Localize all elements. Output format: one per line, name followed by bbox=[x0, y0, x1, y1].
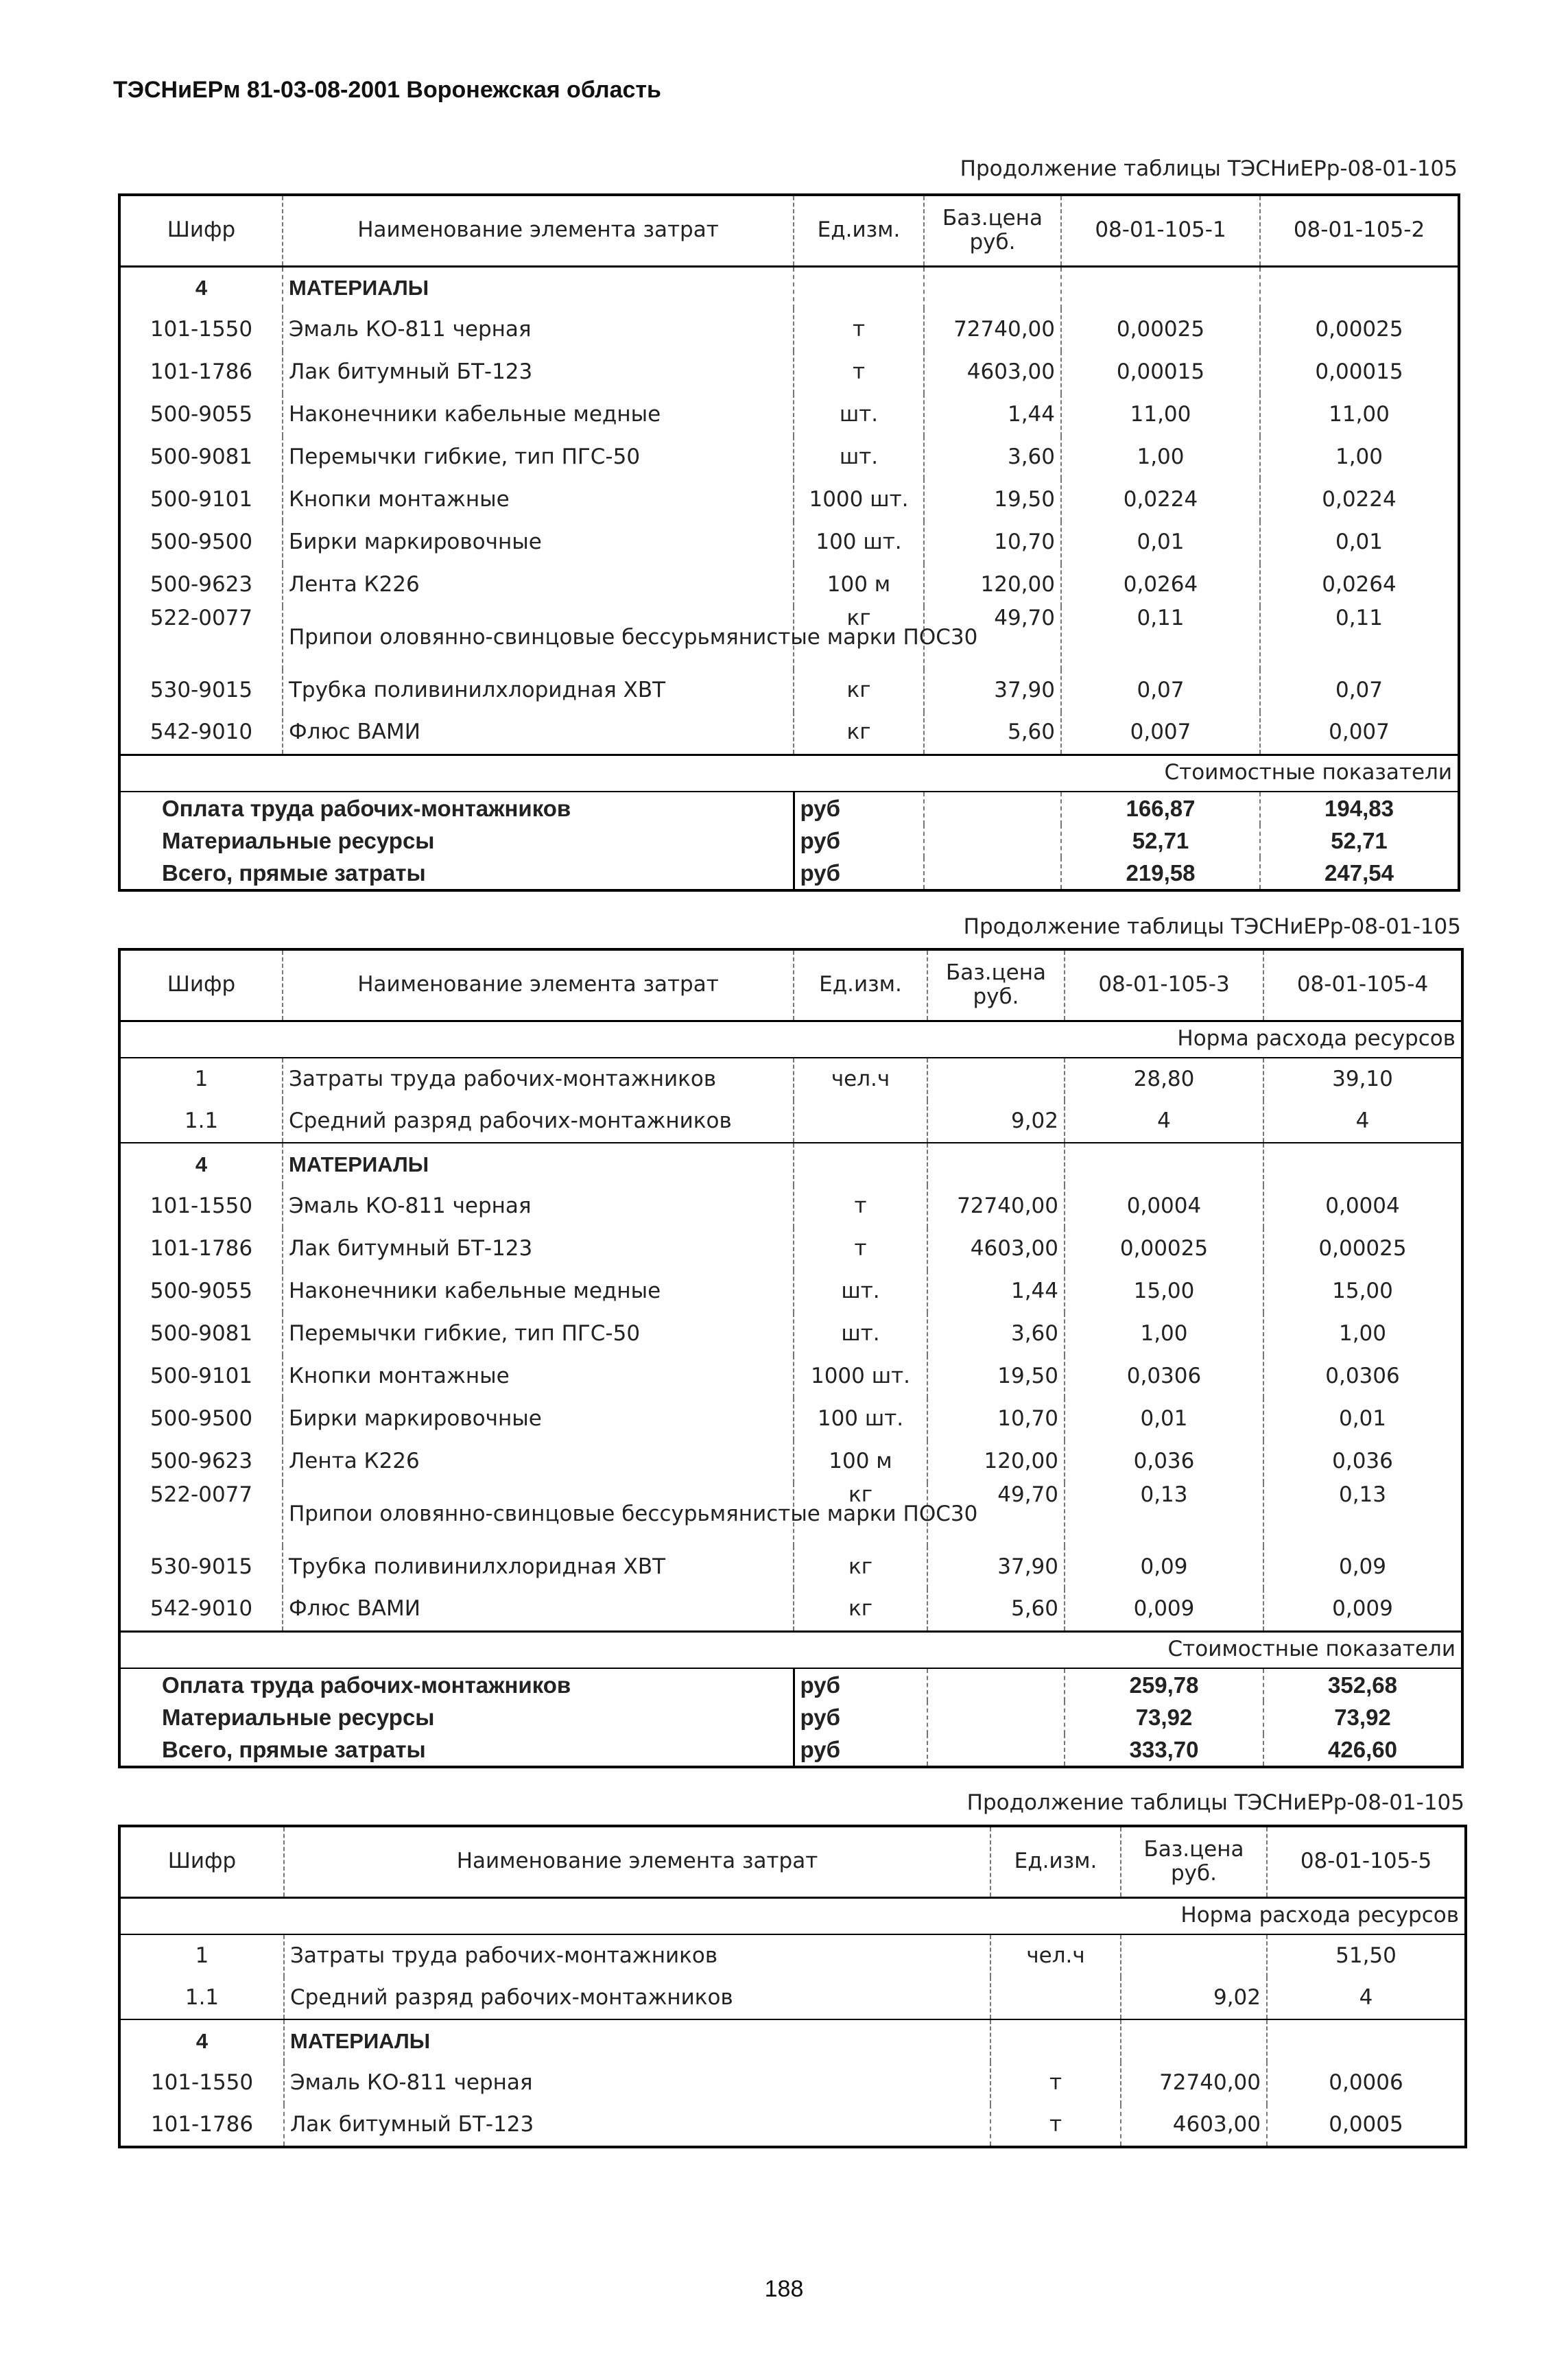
summary-row bbox=[119, 825, 1459, 857]
summary-row bbox=[119, 1701, 1462, 1734]
row-value: 0,01 bbox=[1263, 1398, 1462, 1440]
row-code: 500-9081 bbox=[150, 1321, 253, 1347]
row-value: 0,007 bbox=[1260, 712, 1459, 755]
row-value: 0,0264 bbox=[1061, 564, 1260, 606]
row-value: 0,009 bbox=[1065, 1589, 1263, 1631]
band-norm: Норма расхода ресурсов bbox=[119, 1021, 1462, 1058]
row-value: 0,00015 bbox=[1260, 351, 1459, 394]
table-row bbox=[119, 351, 1459, 394]
row-code: 500-9055 bbox=[150, 402, 253, 427]
col-price: Баз.цена руб. bbox=[1121, 1826, 1267, 1897]
col-code: Шифр bbox=[119, 1826, 284, 1897]
summary-row bbox=[119, 1668, 1462, 1701]
row-price bbox=[927, 1058, 1065, 1100]
row-name: Средний разряд рабочих-монтажников bbox=[284, 1977, 990, 2019]
row-value: 0,036 bbox=[1263, 1440, 1462, 1483]
page-header: ТЭСНиЕРм 81-03-08-2001 Воронежская область bbox=[113, 77, 661, 103]
row-price: 5,60 bbox=[924, 712, 1061, 755]
row-value: 11,00 bbox=[1061, 394, 1260, 436]
table-row bbox=[119, 1589, 1462, 1631]
row-name: Эмаль КО-811 черная bbox=[283, 309, 794, 351]
row-unit: кг bbox=[794, 606, 924, 669]
col-code: Шифр bbox=[119, 195, 283, 266]
table2-continuation: Продолжение таблицы ТЭСНиЕРр-08-01-105 bbox=[963, 914, 1461, 939]
summary-label: Всего, прямые затраты bbox=[162, 860, 426, 886]
summary-unit: руб bbox=[794, 1734, 927, 1767]
row-code: 522-0077 bbox=[150, 1482, 253, 1507]
row-code: 500-9081 bbox=[150, 444, 253, 470]
row-name: Припои оловянно-свинцовые бессурьмянистые марки ПОС30 bbox=[283, 606, 794, 669]
col-unit: Ед.изм. bbox=[990, 1826, 1121, 1897]
row-value: 0,0224 bbox=[1260, 479, 1459, 521]
row-value: 11,00 bbox=[1260, 394, 1459, 436]
row-name: Флюс ВАМИ bbox=[283, 712, 794, 755]
col-price: Баз.цена руб. bbox=[924, 195, 1061, 266]
row-unit: шт. bbox=[794, 394, 924, 436]
row-name: Кнопки монтажные bbox=[283, 479, 794, 521]
table-row bbox=[119, 1313, 1462, 1355]
row-unit: т bbox=[794, 1185, 927, 1228]
row-unit: 1000 шт. bbox=[794, 1355, 927, 1398]
row-value: 0,009 bbox=[1263, 1589, 1462, 1631]
row-name: Средний разряд рабочих-монтажников bbox=[283, 1100, 794, 1143]
row-price: 72740,00 bbox=[924, 309, 1061, 351]
section-code: 4 bbox=[195, 1152, 208, 1176]
row-name: Бирки маркировочные bbox=[283, 1398, 794, 1440]
summary-empty bbox=[924, 857, 1061, 890]
table1 bbox=[118, 193, 1460, 892]
row-unit: шт. bbox=[794, 436, 924, 479]
row-code: 1.1 bbox=[119, 1977, 284, 2019]
row-price: 9,02 bbox=[927, 1100, 1065, 1143]
row-name: Лак битумный БТ-123 bbox=[283, 1228, 794, 1270]
row-value: 1,00 bbox=[1065, 1313, 1263, 1355]
row-name: Кнопки монтажные bbox=[283, 1355, 794, 1398]
table-row bbox=[119, 436, 1459, 479]
row-value: 1,00 bbox=[1260, 436, 1459, 479]
summary-value: 73,92 bbox=[1263, 1701, 1462, 1734]
row-name: Лента К226 bbox=[283, 564, 794, 606]
table-row bbox=[119, 1355, 1462, 1398]
row-name: Наконечники кабельные медные bbox=[283, 394, 794, 436]
table-row bbox=[119, 1398, 1462, 1440]
row-unit: 100 шт. bbox=[794, 521, 924, 564]
row-price: 37,90 bbox=[924, 669, 1061, 712]
summary-value: 247,54 bbox=[1260, 857, 1459, 890]
summary-label: Материальные ресурсы bbox=[162, 1705, 435, 1731]
row-price: 19,50 bbox=[924, 479, 1061, 521]
row-unit: кг bbox=[794, 1589, 927, 1631]
row-unit: кг bbox=[794, 1546, 927, 1589]
row-price: 49,70 bbox=[927, 1483, 1065, 1546]
summary-row bbox=[119, 857, 1459, 890]
row-value: 0,00015 bbox=[1061, 351, 1260, 394]
row-code: 530-9015 bbox=[150, 678, 253, 703]
row-unit: т bbox=[794, 1228, 927, 1270]
row-code: 542-9010 bbox=[150, 720, 253, 745]
table-row bbox=[119, 1058, 1462, 1100]
row-value: 1,00 bbox=[1263, 1313, 1462, 1355]
row-price: 9,02 bbox=[1121, 1977, 1267, 2019]
row-value: 0,07 bbox=[1260, 669, 1459, 712]
section-name: МАТЕРИАЛЫ bbox=[284, 2019, 990, 2062]
row-code: 500-9623 bbox=[150, 1449, 253, 1474]
table-row bbox=[119, 606, 1459, 669]
row-name: Флюс ВАМИ bbox=[283, 1589, 794, 1631]
row-value: 0,0306 bbox=[1065, 1355, 1263, 1398]
col-res1: 08-01-105-3 bbox=[1065, 949, 1263, 1021]
table-row bbox=[119, 479, 1459, 521]
row-value: 0,0306 bbox=[1263, 1355, 1462, 1398]
row-price: 1,44 bbox=[924, 394, 1061, 436]
col-name: Наименование элемента затрат bbox=[284, 1826, 990, 1897]
row-price: 49,70 bbox=[924, 606, 1061, 669]
summary-unit: руб bbox=[794, 1701, 927, 1734]
summary-value: 333,70 bbox=[1065, 1734, 1263, 1767]
row-unit: 100 м bbox=[794, 1440, 927, 1483]
row-value: 4 bbox=[1263, 1100, 1462, 1143]
row-unit: т bbox=[794, 309, 924, 351]
summary-value: 426,60 bbox=[1263, 1734, 1462, 1767]
col-code: Шифр bbox=[119, 949, 283, 1021]
summary-value: 194,83 bbox=[1260, 792, 1459, 825]
row-value: 0,00025 bbox=[1065, 1228, 1263, 1270]
summary-row bbox=[119, 1734, 1462, 1767]
row-value: 15,00 bbox=[1263, 1270, 1462, 1313]
row-price: 3,60 bbox=[924, 436, 1061, 479]
col-name: Наименование элемента затрат bbox=[283, 949, 794, 1021]
row-unit: шт. bbox=[794, 1270, 927, 1313]
row-price: 10,70 bbox=[924, 521, 1061, 564]
section-code: 4 bbox=[195, 275, 208, 300]
row-unit bbox=[794, 1100, 927, 1143]
summary-empty bbox=[927, 1668, 1065, 1701]
row-code: 101-1786 bbox=[150, 1236, 253, 1261]
row-value: 0,0006 bbox=[1267, 2062, 1466, 2104]
row-code: 1 bbox=[194, 1066, 209, 1091]
row-code: 101-1550 bbox=[150, 2070, 254, 2096]
row-value: 0,13 bbox=[1263, 1483, 1462, 1546]
summary-unit: руб bbox=[794, 857, 924, 890]
row-value: 0,0004 bbox=[1263, 1185, 1462, 1228]
row-price: 10,70 bbox=[927, 1398, 1065, 1440]
row-price: 72740,00 bbox=[1121, 2062, 1267, 2104]
section-code: 4 bbox=[195, 2028, 209, 2053]
row-code: 500-9055 bbox=[150, 1279, 253, 1304]
table3-continuation: Продолжение таблицы ТЭСНиЕРр-08-01-105 bbox=[966, 1790, 1464, 1815]
row-value: 0,00025 bbox=[1263, 1228, 1462, 1270]
col-name: Наименование элемента затрат bbox=[283, 195, 794, 266]
summary-unit: руб bbox=[794, 825, 924, 857]
table-row bbox=[119, 309, 1459, 351]
row-unit: 100 шт. bbox=[794, 1398, 927, 1440]
row-value: 0,01 bbox=[1061, 521, 1260, 564]
row-code: 1 bbox=[195, 1943, 209, 1968]
table-row bbox=[119, 1977, 1466, 2019]
row-value: 0,0004 bbox=[1065, 1185, 1263, 1228]
summary-label: Всего, прямые затраты bbox=[162, 1737, 426, 1763]
band-cost: Стоимостные показатели bbox=[119, 755, 1459, 792]
table-row bbox=[119, 1228, 1462, 1270]
row-value: 1,00 bbox=[1061, 436, 1260, 479]
row-unit: т bbox=[990, 2062, 1121, 2104]
row-price: 19,50 bbox=[927, 1355, 1065, 1398]
row-value: 0,13 bbox=[1065, 1483, 1263, 1546]
col-res2: 08-01-105-2 bbox=[1260, 195, 1459, 266]
row-code: 522-0077 bbox=[150, 606, 253, 630]
col-unit: Ед.изм. bbox=[794, 195, 924, 266]
row-unit: т bbox=[794, 351, 924, 394]
summary-value: 166,87 bbox=[1061, 792, 1260, 825]
row-value: 0,00025 bbox=[1260, 309, 1459, 351]
section-name: МАТЕРИАЛЫ bbox=[283, 1143, 794, 1185]
summary-label: Оплата труда рабочих-монтажников bbox=[162, 795, 571, 821]
table1-continuation: Продолжение таблицы ТЭСНиЕРр-08-01-105 bbox=[960, 156, 1458, 181]
row-unit: 100 м bbox=[794, 564, 924, 606]
row-value: 0,0005 bbox=[1267, 2104, 1466, 2147]
row-code: 101-1550 bbox=[150, 1194, 253, 1219]
row-code: 500-9101 bbox=[150, 1364, 253, 1389]
summary-label: Оплата труда рабочих-монтажников bbox=[162, 1672, 571, 1698]
row-code: 1.1 bbox=[119, 1100, 283, 1143]
row-value: 0,0224 bbox=[1061, 479, 1260, 521]
row-value: 0,09 bbox=[1263, 1546, 1462, 1589]
row-value: 28,80 bbox=[1065, 1058, 1263, 1100]
row-value: 0,036 bbox=[1065, 1440, 1263, 1483]
row-code: 542-9010 bbox=[150, 1596, 253, 1622]
row-price: 3,60 bbox=[927, 1313, 1065, 1355]
row-name: Затраты труда рабочих-монтажников bbox=[283, 1058, 794, 1100]
row-name: Наконечники кабельные медные bbox=[283, 1270, 794, 1313]
row-unit: кг bbox=[794, 712, 924, 755]
row-value: 4 bbox=[1267, 1977, 1466, 2019]
table-row bbox=[119, 1270, 1462, 1313]
row-value: 0,07 bbox=[1061, 669, 1260, 712]
row-value: 0,11 bbox=[1260, 606, 1459, 669]
row-value: 39,10 bbox=[1263, 1058, 1462, 1100]
row-unit: кг bbox=[794, 669, 924, 712]
summary-value: 219,58 bbox=[1061, 857, 1260, 890]
summary-value: 259,78 bbox=[1065, 1668, 1263, 1701]
col-unit: Ед.изм. bbox=[794, 949, 927, 1021]
row-price bbox=[1121, 1934, 1267, 1977]
table-row bbox=[119, 564, 1459, 606]
row-price: 1,44 bbox=[927, 1270, 1065, 1313]
row-price: 37,90 bbox=[927, 1546, 1065, 1589]
band-norm: Норма расхода ресурсов bbox=[119, 1897, 1466, 1934]
row-value: 51,50 bbox=[1267, 1934, 1466, 1977]
row-price: 4603,00 bbox=[924, 351, 1061, 394]
row-price: 4603,00 bbox=[927, 1228, 1065, 1270]
row-name: Бирки маркировочные bbox=[283, 521, 794, 564]
summary-unit: руб bbox=[794, 792, 924, 825]
table-row bbox=[119, 2062, 1466, 2104]
band-cost: Стоимостные показатели bbox=[119, 1631, 1462, 1668]
row-unit: кг bbox=[794, 1483, 927, 1546]
row-name: Трубка поливинилхлоридная ХВТ bbox=[283, 1546, 794, 1589]
table-row bbox=[119, 712, 1459, 755]
col-res1: 08-01-105-5 bbox=[1267, 1826, 1466, 1897]
row-value: 0,0264 bbox=[1260, 564, 1459, 606]
summary-value: 352,68 bbox=[1263, 1668, 1462, 1701]
row-name: Лента К226 bbox=[283, 1440, 794, 1483]
table-row bbox=[119, 2104, 1466, 2147]
summary-value: 52,71 bbox=[1061, 825, 1260, 857]
row-price: 5,60 bbox=[927, 1589, 1065, 1631]
row-code: 101-1550 bbox=[150, 317, 253, 342]
table3 bbox=[118, 1825, 1467, 2148]
row-price: 120,00 bbox=[924, 564, 1061, 606]
col-price: Баз.цена руб. bbox=[927, 949, 1065, 1021]
row-name: Лак битумный БТ-123 bbox=[284, 2104, 990, 2147]
table-row bbox=[119, 1934, 1466, 1977]
row-value: 0,00025 bbox=[1061, 309, 1260, 351]
table-row bbox=[119, 521, 1459, 564]
table-row bbox=[119, 1100, 1462, 1143]
summary-row bbox=[119, 792, 1459, 825]
row-code: 500-9500 bbox=[150, 530, 253, 555]
row-unit: чел.ч bbox=[794, 1058, 927, 1100]
table2 bbox=[118, 948, 1464, 1768]
row-unit bbox=[990, 1977, 1121, 2019]
summary-unit: руб bbox=[794, 1668, 927, 1701]
row-value: 15,00 bbox=[1065, 1270, 1263, 1313]
row-unit: шт. bbox=[794, 1313, 927, 1355]
page-number: 188 bbox=[764, 2276, 804, 2302]
row-value: 0,11 bbox=[1061, 606, 1260, 669]
summary-label: Материальные ресурсы bbox=[162, 828, 435, 854]
row-price: 4603,00 bbox=[1121, 2104, 1267, 2147]
table-row bbox=[119, 1185, 1462, 1228]
row-price: 120,00 bbox=[927, 1440, 1065, 1483]
row-name: Перемычки гибкие, тип ПГС-50 bbox=[283, 1313, 794, 1355]
row-code: 530-9015 bbox=[150, 1554, 253, 1580]
col-res1: 08-01-105-1 bbox=[1061, 195, 1260, 266]
row-code: 500-9500 bbox=[150, 1406, 253, 1432]
summary-value: 73,92 bbox=[1065, 1701, 1263, 1734]
row-code: 101-1786 bbox=[150, 359, 253, 385]
summary-empty bbox=[924, 825, 1061, 857]
summary-empty bbox=[924, 792, 1061, 825]
row-name: Трубка поливинилхлоридная ХВТ bbox=[283, 669, 794, 712]
row-name: Эмаль КО-811 черная bbox=[284, 2062, 990, 2104]
row-name: Эмаль КО-811 черная bbox=[283, 1185, 794, 1228]
section-name: МАТЕРИАЛЫ bbox=[283, 266, 794, 309]
summary-value: 52,71 bbox=[1260, 825, 1459, 857]
row-unit: т bbox=[990, 2104, 1121, 2147]
table-row bbox=[119, 1546, 1462, 1589]
row-value: 0,09 bbox=[1065, 1546, 1263, 1589]
row-code: 500-9101 bbox=[150, 487, 253, 512]
row-name: Лак битумный БТ-123 bbox=[283, 351, 794, 394]
row-code: 500-9623 bbox=[150, 572, 253, 597]
row-unit: чел.ч bbox=[990, 1934, 1121, 1977]
row-value: 0,007 bbox=[1061, 712, 1260, 755]
row-code: 101-1786 bbox=[150, 2112, 254, 2137]
col-res2: 08-01-105-4 bbox=[1263, 949, 1462, 1021]
row-value: 0,01 bbox=[1260, 521, 1459, 564]
table-row bbox=[119, 394, 1459, 436]
table-row bbox=[119, 669, 1459, 712]
table-row bbox=[119, 1483, 1462, 1546]
row-unit: 1000 шт. bbox=[794, 479, 924, 521]
table-row bbox=[119, 1440, 1462, 1483]
summary-empty bbox=[927, 1734, 1065, 1767]
row-value: 4 bbox=[1065, 1100, 1263, 1143]
row-name: Перемычки гибкие, тип ПГС-50 bbox=[283, 436, 794, 479]
row-price: 72740,00 bbox=[927, 1185, 1065, 1228]
row-value: 0,01 bbox=[1065, 1398, 1263, 1440]
row-name: Припои оловянно-свинцовые бессурьмянистые марки ПОС30 bbox=[283, 1483, 794, 1546]
summary-empty bbox=[927, 1701, 1065, 1734]
row-name: Затраты труда рабочих-монтажников bbox=[284, 1934, 990, 1977]
